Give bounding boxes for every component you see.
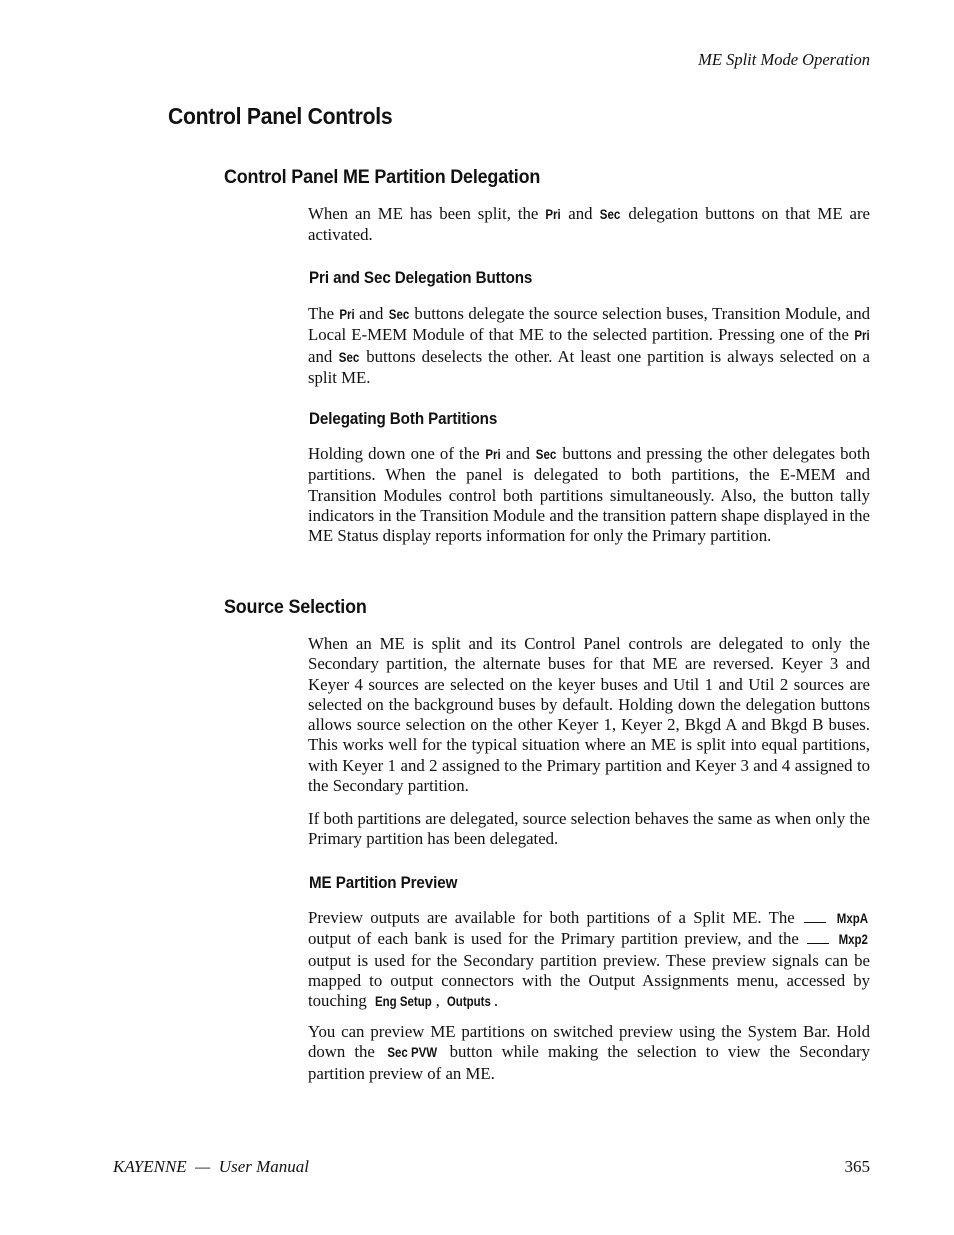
pri-key-label: Pri [338,307,355,322]
sec-pvw-label: Sec PVW [387,1045,438,1061]
blank-underline [807,931,829,944]
mxp2-label: Mxp2 [839,932,869,948]
pri-key-label: Pri [545,207,561,222]
heading-pri-sec-buttons: Pri and Sec Delegation Buttons [309,269,533,287]
paragraph-partition-preview: Preview outputs are available for both partitions of a Split ME. The MxpA output of each bank is used for the Primary partition preview, and the Mxp2 output is used for the Secondary partition preview. These preview signals can be mapped to output connectors with the Output Assignments menu, accessed by touching Eng Setup , Outputs . [308,908,870,1012]
paragraph-pri-sec-buttons: The Pri and Sec buttons delegate the source selection buses, Transition Module, and Local E-MEM Module of that ME to the selected partition. Pressing one of the Pri and Sec buttons deselects the other. At least one partition is always selected on a split ME. [308,304,870,387]
blank-underline [804,910,826,923]
paragraph-switched-preview: You can preview ME partitions on switched preview using the System Bar. Hold down the Sec PVW button while making the selection to view the Secondary partition preview of an ME. [308,1022,870,1083]
paragraph-delegating-both: Holding down one of the Pri and Sec buttons and pressing the other delegates both partitions. When the panel is delegated to both partitions, the E-MEM and Transition Modules control both partitions simultaneously. Also, the button tally indicators in the Transition Module and the transition pattern shape displayed in the ME Status display reports information for only the Primary partition. [308,444,870,546]
paragraph-source-selection: When an ME is split and its Control Panel controls are delegated to only the Secondary partition, the alternate buses for that ME are reversed. Keyer 3 and Keyer 4 sources are selected on the keyer buses and Util 1 and Util 2 sources are selected on the background buses by default. Holding down the delegation buttons allows source selection on the other Keyer 1, Keyer 2, Bkgd A and Bkgd B buses. This works well for the typical situation where an ME is split into equal partitions, with Keyer 1 and 2 assigned to the Primary partition and Keyer 3 and 4 assigned to the Secondary partition. [308,634,870,796]
heading-me-partition-preview: ME Partition Preview [309,874,458,892]
footer-manual-title: KAYENNE — User Manual [113,1157,309,1176]
heading-delegating-both: Delegating Both Partitions [309,410,498,428]
mxpa-label: MxpA [837,911,869,926]
sec-key-label: Sec [600,207,621,222]
subsection-title-delegation: Control Panel ME Partition Delegation [224,166,541,188]
sec-key-label: Sec [536,447,557,462]
pri-key-label: Pri [854,328,870,344]
section-title: Control Panel Controls [168,103,393,129]
subsection-title-source-selection: Source Selection [224,596,367,618]
outputs-label: Outputs [446,994,491,1010]
eng-setup-label: Eng Setup [374,994,432,1010]
sec-key-label: Sec [388,307,410,322]
running-head: ME Split Mode Operation [698,50,870,69]
pri-key-label: Pri [485,447,501,462]
page-number: 365 [844,1157,870,1176]
paragraph-both-delegated: If both partitions are delegated, source selection behaves the same as when only the Primary partition has been delegated. [308,809,870,849]
paragraph-delegation-intro: When an ME has been split, the Pri and Sec delegation buttons on that ME are activated. [308,204,870,245]
sec-key-label: Sec [339,349,360,365]
